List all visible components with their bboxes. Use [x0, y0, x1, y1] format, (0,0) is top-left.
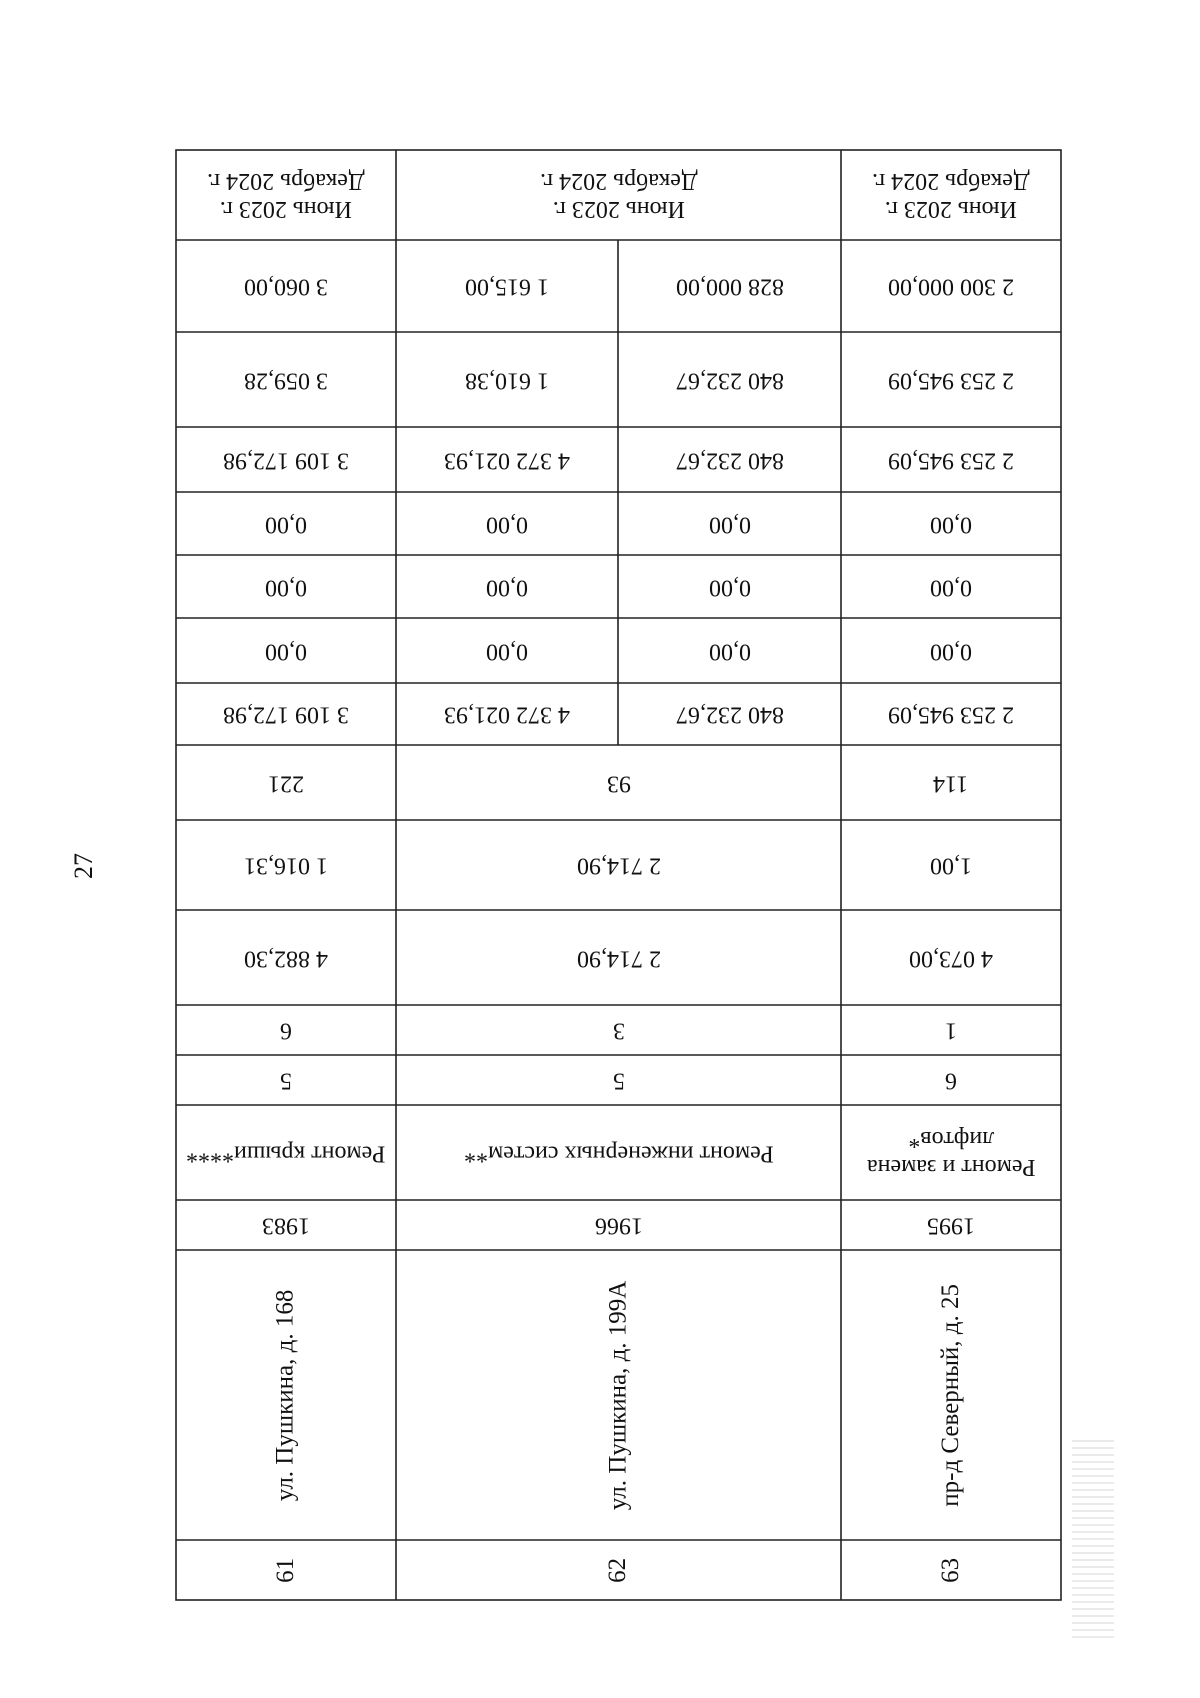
cell-9-62: 93: [606, 770, 631, 797]
cell-14-62b: 840 232,67: [675, 447, 784, 474]
cell-12-61: 0,00: [265, 574, 307, 601]
cell-15-63: 2 253 945,09: [888, 367, 1014, 394]
cell-5-63: 6: [945, 1067, 957, 1094]
cell-11-61: 0,00: [265, 638, 307, 665]
cell-13-62a: 0,00: [486, 511, 528, 538]
cell-9-63: 114: [933, 770, 969, 797]
cell-address-61: ул. Пушкина, д. 168: [271, 1289, 299, 1501]
cell-7-63: 4 073,00: [909, 945, 993, 972]
cell-address-62: ул. Пушкина, д. 199А: [604, 1280, 632, 1510]
cell-14-62a: 4 372 021,93: [444, 447, 570, 474]
cell-13-61: 0,00: [265, 511, 307, 538]
cell-period-63: Июнь 2023 г. Декабрь 2024 г.: [872, 169, 1030, 223]
cell-8-61: 1 016,31: [244, 852, 328, 879]
cell-15-61: 3 059,28: [244, 367, 328, 394]
cell-6-63: 1: [945, 1017, 957, 1044]
cell-year-62: 1966: [594, 1212, 643, 1239]
cell-5-61: 5: [280, 1067, 292, 1094]
cell-6-61: 6: [280, 1017, 292, 1044]
cell-work-61: Ремонт крыши****: [186, 1140, 386, 1167]
page-number: 27: [69, 853, 98, 879]
cell-14-63: 2 253 945,09: [888, 447, 1014, 474]
cell-address-63: пр-д Северный, д. 25: [936, 1283, 964, 1507]
cell-no-62: 62: [604, 1557, 632, 1583]
cell-10-62b: 840 232,67: [675, 701, 784, 728]
cell-5-62: 5: [612, 1067, 625, 1094]
cell-16-62b: 828 000,00: [675, 273, 784, 300]
cell-7-61: 4 882,30: [244, 945, 328, 972]
cell-year-63: 1995: [927, 1212, 975, 1239]
cell-9-61: 221: [268, 770, 304, 797]
cell-8-63: 1,00: [930, 852, 972, 879]
cell-15-62b: 840 232,67: [675, 367, 784, 394]
cell-12-63: 0,00: [930, 574, 972, 601]
cell-14-61: 3 109 172,98: [223, 447, 349, 474]
cell-12-62a: 0,00: [486, 574, 528, 601]
cell-16-62a: 1 615,00: [465, 273, 549, 300]
cell-16-63: 2 300 000,00: [888, 273, 1014, 300]
cell-13-62b: 0,00: [708, 511, 751, 538]
cell-7-62: 2 714,90: [576, 945, 661, 972]
cell-work-63: Ремонт и замена лифтов*: [866, 1126, 1036, 1181]
cell-8-62: 2 714,90: [576, 852, 661, 879]
cell-12-62b: 0,00: [708, 574, 751, 601]
cell-no-61: 61: [271, 1557, 299, 1583]
cell-year-61: 1983: [262, 1212, 310, 1239]
cell-6-62: 3: [612, 1017, 625, 1044]
cell-period-61: Июнь 2023 г. Декабрь 2024 г.: [207, 169, 365, 223]
cell-period-62: Июнь 2023 г. Декабрь 2024 г.: [539, 169, 698, 223]
cell-10-62a: 4 372 021,93: [444, 701, 570, 728]
cell-no-63: 63: [936, 1557, 964, 1583]
cell-11-62b: 0,00: [708, 638, 751, 665]
cell-10-63: 2 253 945,09: [888, 701, 1014, 728]
cell-11-63: 0,00: [930, 638, 972, 665]
cell-16-61: 3 060,00: [244, 273, 328, 300]
cell-15-62a: 1 610,38: [465, 367, 549, 394]
scan-artifact: [1072, 1440, 1114, 1640]
cell-13-63: 0,00: [930, 511, 972, 538]
cell-10-61: 3 109 172,98: [223, 701, 349, 728]
cell-11-62a: 0,00: [486, 638, 528, 665]
cell-work-62: Ремонт инженерных систем**: [463, 1140, 774, 1167]
